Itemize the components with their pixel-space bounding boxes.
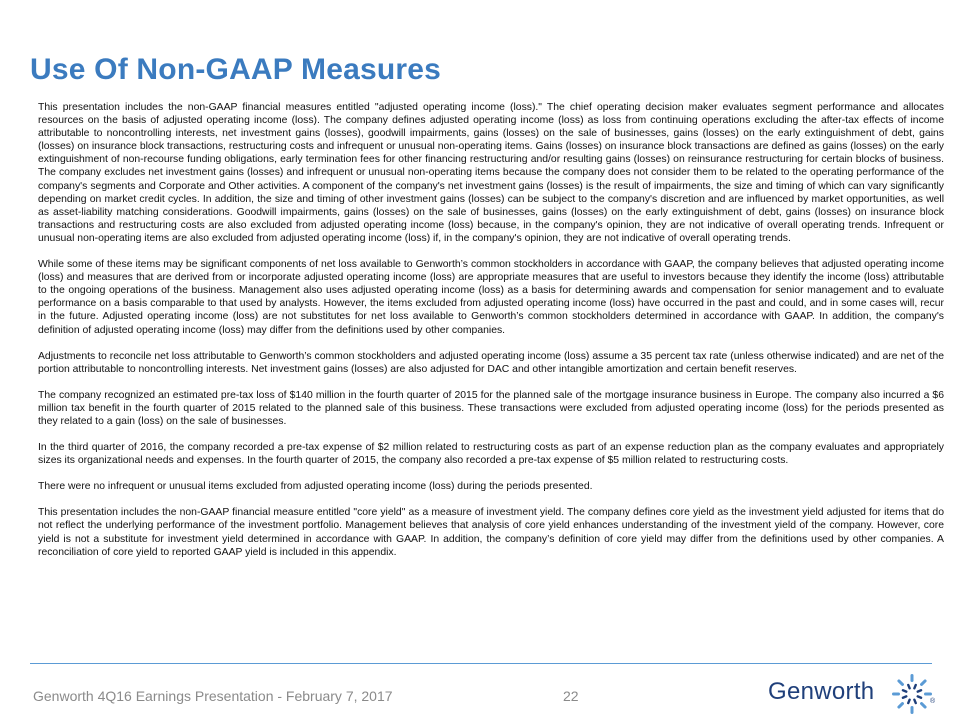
registered-mark: ®: [930, 698, 936, 705]
page-number: 22: [563, 688, 579, 704]
footer-divider: [30, 663, 932, 664]
paragraph-mortgage-sale: The company recognized an estimated pre-tax loss of $140 million in the fourth quarter of 2015 for the planned sale of the mortgage insurance business in Europe. The company also incurred a $6 million tax benefit in the fourth quarter of 2015 related to the planned sale of this business. These transactions were excluded from adjusted operating income (loss) for the periods presented as they related to a gain (loss) on the sale of businesses.: [38, 389, 944, 427]
logo-wordmark: Genworth: [768, 678, 875, 705]
page-title: Use Of Non-GAAP Measures: [30, 53, 442, 86]
genworth-logo: [768, 672, 940, 716]
paragraph-no-infrequent-items: There were no infrequent or unusual items excluded from adjusted operating income (loss) during the periods presented.: [38, 481, 593, 493]
paragraph-core-yield: This presentation includes the non-GAAP financial measure entitled "core yield" as a measure of investment yield. The company defines core yield as the investment yield adjusted for items that do not reflect the underlying performance of the investment portfolio. Management believes that analysis of core yield enhances understanding of the investment yield of the company. However, core yield is not a substitute for investment yield determined in accordance with GAAP. In addition, the company’s definition of core yield may differ from the definitions used by other companies. A reconciliation of core yield to reported GAAP yield is included in this appendix.: [38, 507, 944, 558]
paragraph-restructuring: In the third quarter of 2016, the company recorded a pre-tax expense of $2 million related to restructuring costs as part of an expense reduction plan as the company evaluates and appropriately sizes its organizational needs and expenses. In the fourth quarter of 2015, the company also recorded a pre-tax expense of $5 million related to restructuring costs.: [38, 442, 944, 467]
paragraph-significance: While some of these items may be significant components of net loss available to Genworth’s common stockholders in accordance with GAAP, the company believes that adjusted operating income (loss) and measures that are derived from or incorporate adjusted operating income (loss) are appropriate measures that are useful to investors because they identify the income (loss) attributable to the ongoing operations of the business. Management also uses adjusted operating income (loss) as a basis for determining awards and compensation for senior management and to evaluate performance on a basis comparable to that used by analysts. However, the items excluded from adjusted operating income (loss) have occurred in the past and could, and in some cases will, recur in the future. Adjusted operating income (loss) are not substitutes for net loss available to Genworth’s common stockholders determined in accordance with GAAP. In addition, the company's definition of adjusted operating income (loss) may differ from the definitions used by other companies.: [38, 259, 944, 336]
paragraph-non-gaap-definition: This presentation includes the non-GAAP financial measures entitled "adjusted operating income (loss)." The chief operating decision maker evaluates segment performance and allocates resources on the basis of adjusted operating income (loss). The company defines adjusted operating income (loss) as loss from continuing operations excluding the after-tax effects of income attributable to noncontrolling interests, net investment gains (losses), goodwill impairments, gains (losses) on the sale of businesses, gains (losses) on the early extinguishment of debt, gains (losses) on insurance block transactions, restructuring costs and infrequent or unusual non-operating items. Gains (losses) on insurance block transactions are defined as gains (losses) on the early extinguishment of non-recourse funding obligations, early termination fees for other financing restructuring and/or resulting gains (losses) on reinsurance restructuring for certain blocks of business. The company excludes net investment gains (losses) and infrequent or unusual non-operating items because the company does not consider them to be related to the operating performance of the company's segments and Corporate and Other activities. A component of the company's net investment gains (losses) is the result of impairments, the size and timing of which can vary significantly depending on market credit cycles. In addition, the size and timing of other investment gains (losses) can be subject to the company's discretion and are influenced by market opportunities, as well as asset-liability matching considerations. Goodwill impairments, gains (losses) on the sale of businesses, gains (losses) on the early extinguishment of debt, gains (losses) on insurance block transactions and restructuring costs are also excluded from adjusted operating income (loss) because, in the company's opinion, they are not indicative of overall operating trends. Infrequent or unusual non-operating items are also excluded from adjusted operating income (loss) if, in the company's opinion, they are not indicative of overall operating trends.: [38, 102, 944, 244]
paragraph-adjustments: Adjustments to reconcile net loss attributable to Genworth’s common stockholders and adjusted operating income (loss) assume a 35 percent tax rate (unless otherwise indicated) and are net of the portion attributable to noncontrolling interests. Net investment gains (losses) are also adjusted for DAC and other intangible amortization and certain benefit reserves.: [38, 350, 944, 375]
footer-text: Genworth 4Q16 Earnings Presentation - February 7, 2017: [33, 688, 393, 704]
body-text: [38, 101, 944, 572]
genworth-starburst-icon: [890, 672, 934, 716]
